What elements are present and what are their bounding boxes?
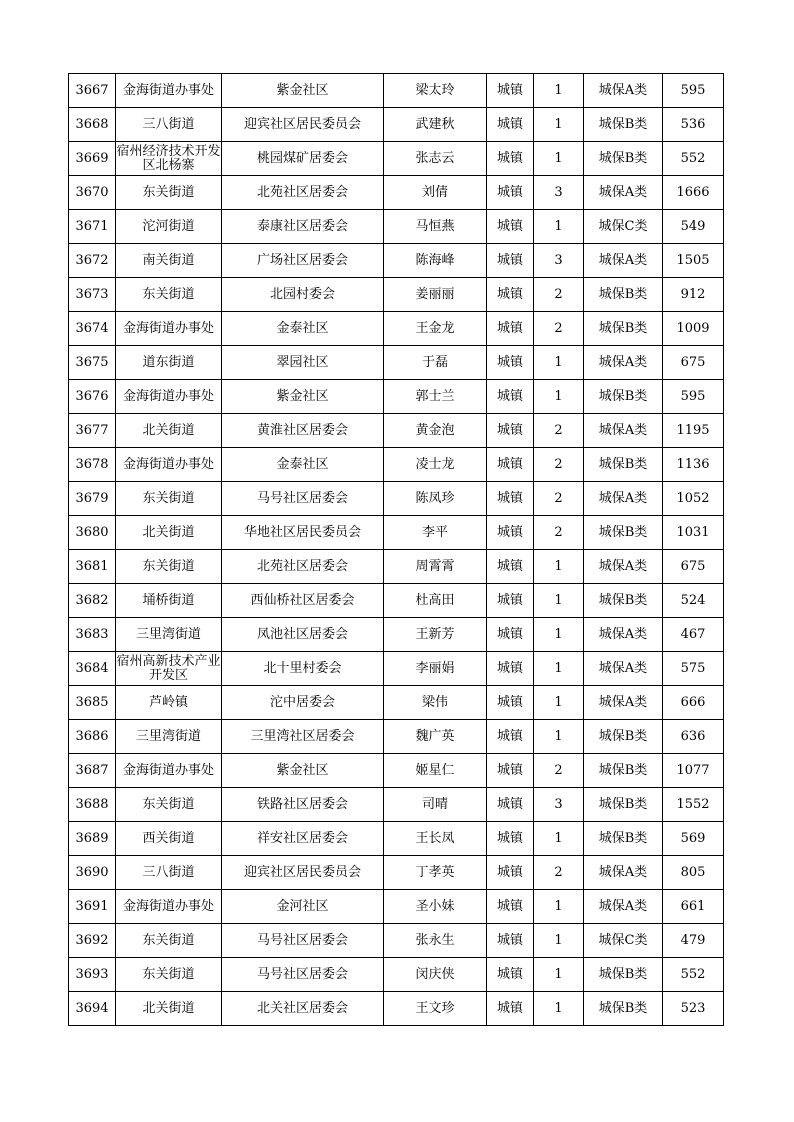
table-row bbox=[69, 176, 724, 210]
insurance-category-cell: 城保A类 bbox=[584, 856, 663, 890]
person-name-cell: 李丽娟 bbox=[384, 652, 487, 686]
street-name-cell: 东关街道 bbox=[116, 788, 222, 822]
person-name-cell: 武建秋 bbox=[384, 108, 487, 142]
amount-cell: 1136 bbox=[663, 448, 724, 482]
table-row bbox=[69, 686, 724, 720]
community-name-cell: 金河社区 bbox=[222, 890, 384, 924]
row-number-cell: 3688 bbox=[69, 788, 116, 822]
row-number-cell: 3671 bbox=[69, 210, 116, 244]
person-name-cell: 张志云 bbox=[384, 142, 487, 176]
insurance-category-cell: 城保B类 bbox=[584, 380, 663, 414]
table-row bbox=[69, 380, 724, 414]
area-type-cell: 城镇 bbox=[487, 176, 534, 210]
table-row bbox=[69, 278, 724, 312]
row-number-cell: 3683 bbox=[69, 618, 116, 652]
household-count-cell: 1 bbox=[534, 720, 584, 754]
community-name-cell: 紫金社区 bbox=[222, 74, 384, 108]
insurance-category-cell: 城保A类 bbox=[584, 482, 663, 516]
community-name-cell: 桃园煤矿居委会 bbox=[222, 142, 384, 176]
amount-cell: 1052 bbox=[663, 482, 724, 516]
street-name-cell: 埇桥街道 bbox=[116, 584, 222, 618]
person-name-cell: 李平 bbox=[384, 516, 487, 550]
table-row bbox=[69, 312, 724, 346]
household-count-cell: 2 bbox=[534, 278, 584, 312]
street-name-cell: 三里湾街道 bbox=[116, 720, 222, 754]
street-name-cell: 金海街道办事处 bbox=[116, 448, 222, 482]
insurance-category-cell: 城保B类 bbox=[584, 108, 663, 142]
table-row bbox=[69, 856, 724, 890]
area-type-cell: 城镇 bbox=[487, 754, 534, 788]
amount-cell: 912 bbox=[663, 278, 724, 312]
household-count-cell: 2 bbox=[534, 754, 584, 788]
insurance-category-cell: 城保A类 bbox=[584, 176, 663, 210]
household-count-cell: 2 bbox=[534, 482, 584, 516]
row-number-cell: 3667 bbox=[69, 74, 116, 108]
area-type-cell: 城镇 bbox=[487, 890, 534, 924]
street-name-cell: 东关街道 bbox=[116, 550, 222, 584]
amount-cell: 805 bbox=[663, 856, 724, 890]
row-number-cell: 3681 bbox=[69, 550, 116, 584]
row-number-cell: 3694 bbox=[69, 992, 116, 1026]
insurance-category-cell: 城保B类 bbox=[584, 278, 663, 312]
person-name-cell: 司晴 bbox=[384, 788, 487, 822]
person-name-cell: 王文珍 bbox=[384, 992, 487, 1026]
insurance-category-cell: 城保A类 bbox=[584, 890, 663, 924]
amount-cell: 479 bbox=[663, 924, 724, 958]
street-name-cell: 金海街道办事处 bbox=[116, 312, 222, 346]
community-name-cell: 广场社区居委会 bbox=[222, 244, 384, 278]
area-type-cell: 城镇 bbox=[487, 346, 534, 380]
amount-cell: 1505 bbox=[663, 244, 724, 278]
table-row bbox=[69, 142, 724, 176]
area-type-cell: 城镇 bbox=[487, 210, 534, 244]
table-row bbox=[69, 822, 724, 856]
community-name-cell: 金泰社区 bbox=[222, 312, 384, 346]
person-name-cell: 魏广英 bbox=[384, 720, 487, 754]
household-count-cell: 3 bbox=[534, 176, 584, 210]
person-name-cell: 王长凤 bbox=[384, 822, 487, 856]
insurance-category-cell: 城保B类 bbox=[584, 992, 663, 1026]
person-name-cell: 王新芳 bbox=[384, 618, 487, 652]
household-count-cell: 2 bbox=[534, 448, 584, 482]
row-number-cell: 3673 bbox=[69, 278, 116, 312]
table-body bbox=[69, 74, 724, 1026]
household-count-cell: 1 bbox=[534, 346, 584, 380]
person-name-cell: 于磊 bbox=[384, 346, 487, 380]
amount-cell: 675 bbox=[663, 346, 724, 380]
street-name-cell: 北关街道 bbox=[116, 414, 222, 448]
street-name-cell: 东关街道 bbox=[116, 278, 222, 312]
community-name-cell: 马号社区居委会 bbox=[222, 482, 384, 516]
community-name-cell: 西仙桥社区居委会 bbox=[222, 584, 384, 618]
insurance-category-cell: 城保A类 bbox=[584, 550, 663, 584]
community-name-cell: 铁路社区居委会 bbox=[222, 788, 384, 822]
row-number-cell: 3680 bbox=[69, 516, 116, 550]
amount-cell: 1666 bbox=[663, 176, 724, 210]
community-name-cell: 黄淮社区居委会 bbox=[222, 414, 384, 448]
amount-cell: 1077 bbox=[663, 754, 724, 788]
community-name-cell: 三里湾社区居委会 bbox=[222, 720, 384, 754]
table-row bbox=[69, 550, 724, 584]
community-name-cell: 迎宾社区居民委员会 bbox=[222, 856, 384, 890]
household-count-cell: 1 bbox=[534, 924, 584, 958]
community-name-cell: 凤池社区居委会 bbox=[222, 618, 384, 652]
row-number-cell: 3685 bbox=[69, 686, 116, 720]
person-name-cell: 姜丽丽 bbox=[384, 278, 487, 312]
amount-cell: 569 bbox=[663, 822, 724, 856]
community-name-cell: 马号社区居委会 bbox=[222, 924, 384, 958]
community-name-cell: 翠园社区 bbox=[222, 346, 384, 380]
person-name-cell: 梁太玲 bbox=[384, 74, 487, 108]
row-number-cell: 3691 bbox=[69, 890, 116, 924]
person-name-cell: 陈海峰 bbox=[384, 244, 487, 278]
area-type-cell: 城镇 bbox=[487, 278, 534, 312]
household-count-cell: 1 bbox=[534, 142, 584, 176]
community-name-cell: 华地社区居民委员会 bbox=[222, 516, 384, 550]
street-name-cell: 东关街道 bbox=[116, 176, 222, 210]
amount-cell: 666 bbox=[663, 686, 724, 720]
area-type-cell: 城镇 bbox=[487, 924, 534, 958]
row-number-cell: 3689 bbox=[69, 822, 116, 856]
person-name-cell: 凌士龙 bbox=[384, 448, 487, 482]
street-name-cell: 北关街道 bbox=[116, 516, 222, 550]
row-number-cell: 3690 bbox=[69, 856, 116, 890]
community-name-cell: 迎宾社区居民委员会 bbox=[222, 108, 384, 142]
street-name-cell: 宿州经济技术开发区北杨寨 bbox=[116, 142, 222, 176]
insurance-category-cell: 城保B类 bbox=[584, 788, 663, 822]
table-row bbox=[69, 890, 724, 924]
row-number-cell: 3692 bbox=[69, 924, 116, 958]
amount-cell: 524 bbox=[663, 584, 724, 618]
street-name-cell: 东关街道 bbox=[116, 924, 222, 958]
insurance-category-cell: 城保A类 bbox=[584, 686, 663, 720]
table-row bbox=[69, 448, 724, 482]
table-row bbox=[69, 584, 724, 618]
community-name-cell: 金泰社区 bbox=[222, 448, 384, 482]
data-table bbox=[68, 73, 724, 1026]
row-number-cell: 3668 bbox=[69, 108, 116, 142]
street-name-cell: 宿州高新技术产业开发区 bbox=[116, 652, 222, 686]
area-type-cell: 城镇 bbox=[487, 516, 534, 550]
amount-cell: 1031 bbox=[663, 516, 724, 550]
area-type-cell: 城镇 bbox=[487, 958, 534, 992]
insurance-category-cell: 城保A类 bbox=[584, 618, 663, 652]
row-number-cell: 3679 bbox=[69, 482, 116, 516]
insurance-category-cell: 城保A类 bbox=[584, 74, 663, 108]
street-name-cell: 南关街道 bbox=[116, 244, 222, 278]
person-name-cell: 刘倩 bbox=[384, 176, 487, 210]
table-row bbox=[69, 992, 724, 1026]
household-count-cell: 1 bbox=[534, 890, 584, 924]
community-name-cell: 马号社区居委会 bbox=[222, 958, 384, 992]
amount-cell: 1552 bbox=[663, 788, 724, 822]
community-name-cell: 北关社区居委会 bbox=[222, 992, 384, 1026]
row-number-cell: 3675 bbox=[69, 346, 116, 380]
community-name-cell: 北苑社区居委会 bbox=[222, 176, 384, 210]
table-row bbox=[69, 924, 724, 958]
person-name-cell: 丁孝英 bbox=[384, 856, 487, 890]
table-row bbox=[69, 414, 724, 448]
area-type-cell: 城镇 bbox=[487, 244, 534, 278]
amount-cell: 1009 bbox=[663, 312, 724, 346]
person-name-cell: 郭士兰 bbox=[384, 380, 487, 414]
street-name-cell: 三八街道 bbox=[116, 108, 222, 142]
row-number-cell: 3676 bbox=[69, 380, 116, 414]
insurance-category-cell: 城保B类 bbox=[584, 958, 663, 992]
row-number-cell: 3670 bbox=[69, 176, 116, 210]
area-type-cell: 城镇 bbox=[487, 108, 534, 142]
household-count-cell: 1 bbox=[534, 380, 584, 414]
insurance-category-cell: 城保B类 bbox=[584, 754, 663, 788]
area-type-cell: 城镇 bbox=[487, 618, 534, 652]
community-name-cell: 泰康社区居委会 bbox=[222, 210, 384, 244]
insurance-category-cell: 城保B类 bbox=[584, 448, 663, 482]
insurance-category-cell: 城保B类 bbox=[584, 822, 663, 856]
row-number-cell: 3684 bbox=[69, 652, 116, 686]
person-name-cell: 马恒燕 bbox=[384, 210, 487, 244]
table-row bbox=[69, 482, 724, 516]
area-type-cell: 城镇 bbox=[487, 550, 534, 584]
table-row bbox=[69, 74, 724, 108]
amount-cell: 536 bbox=[663, 108, 724, 142]
street-name-cell: 芦岭镇 bbox=[116, 686, 222, 720]
table-row bbox=[69, 108, 724, 142]
table-row bbox=[69, 210, 724, 244]
community-name-cell: 北园村委会 bbox=[222, 278, 384, 312]
street-name-cell: 东关街道 bbox=[116, 958, 222, 992]
area-type-cell: 城镇 bbox=[487, 788, 534, 822]
row-number-cell: 3686 bbox=[69, 720, 116, 754]
street-name-cell: 北关街道 bbox=[116, 992, 222, 1026]
area-type-cell: 城镇 bbox=[487, 448, 534, 482]
street-name-cell: 金海街道办事处 bbox=[116, 380, 222, 414]
row-number-cell: 3674 bbox=[69, 312, 116, 346]
area-type-cell: 城镇 bbox=[487, 652, 534, 686]
area-type-cell: 城镇 bbox=[487, 720, 534, 754]
insurance-category-cell: 城保B类 bbox=[584, 142, 663, 176]
household-count-cell: 1 bbox=[534, 210, 584, 244]
amount-cell: 1195 bbox=[663, 414, 724, 448]
person-name-cell: 梁伟 bbox=[384, 686, 487, 720]
area-type-cell: 城镇 bbox=[487, 856, 534, 890]
table-row bbox=[69, 958, 724, 992]
area-type-cell: 城镇 bbox=[487, 482, 534, 516]
area-type-cell: 城镇 bbox=[487, 380, 534, 414]
area-type-cell: 城镇 bbox=[487, 414, 534, 448]
area-type-cell: 城镇 bbox=[487, 142, 534, 176]
table-row bbox=[69, 788, 724, 822]
insurance-category-cell: 城保C类 bbox=[584, 924, 663, 958]
household-count-cell: 2 bbox=[534, 312, 584, 346]
area-type-cell: 城镇 bbox=[487, 312, 534, 346]
community-name-cell: 北十里村委会 bbox=[222, 652, 384, 686]
insurance-category-cell: 城保A类 bbox=[584, 346, 663, 380]
row-number-cell: 3682 bbox=[69, 584, 116, 618]
amount-cell: 595 bbox=[663, 74, 724, 108]
street-name-cell: 金海街道办事处 bbox=[116, 890, 222, 924]
area-type-cell: 城镇 bbox=[487, 74, 534, 108]
area-type-cell: 城镇 bbox=[487, 822, 534, 856]
amount-cell: 595 bbox=[663, 380, 724, 414]
amount-cell: 552 bbox=[663, 958, 724, 992]
person-name-cell: 王金龙 bbox=[384, 312, 487, 346]
community-name-cell: 紫金社区 bbox=[222, 754, 384, 788]
area-type-cell: 城镇 bbox=[487, 584, 534, 618]
insurance-category-cell: 城保B类 bbox=[584, 720, 663, 754]
insurance-category-cell: 城保A类 bbox=[584, 414, 663, 448]
amount-cell: 523 bbox=[663, 992, 724, 1026]
amount-cell: 552 bbox=[663, 142, 724, 176]
table-row bbox=[69, 516, 724, 550]
household-count-cell: 2 bbox=[534, 856, 584, 890]
street-name-cell: 金海街道办事处 bbox=[116, 74, 222, 108]
amount-cell: 467 bbox=[663, 618, 724, 652]
community-name-cell: 沱中居委会 bbox=[222, 686, 384, 720]
amount-cell: 549 bbox=[663, 210, 724, 244]
person-name-cell: 张永生 bbox=[384, 924, 487, 958]
street-name-cell: 三里湾街道 bbox=[116, 618, 222, 652]
person-name-cell: 闵庆侠 bbox=[384, 958, 487, 992]
person-name-cell: 黄金泡 bbox=[384, 414, 487, 448]
street-name-cell: 沱河街道 bbox=[116, 210, 222, 244]
household-count-cell: 1 bbox=[534, 822, 584, 856]
household-count-cell: 1 bbox=[534, 618, 584, 652]
street-name-cell: 三八街道 bbox=[116, 856, 222, 890]
household-count-cell: 3 bbox=[534, 244, 584, 278]
household-count-cell: 3 bbox=[534, 788, 584, 822]
household-count-cell: 1 bbox=[534, 686, 584, 720]
table-row bbox=[69, 652, 724, 686]
insurance-category-cell: 城保B类 bbox=[584, 312, 663, 346]
person-name-cell: 周霄霄 bbox=[384, 550, 487, 584]
community-name-cell: 紫金社区 bbox=[222, 380, 384, 414]
person-name-cell: 姬星仁 bbox=[384, 754, 487, 788]
row-number-cell: 3693 bbox=[69, 958, 116, 992]
amount-cell: 636 bbox=[663, 720, 724, 754]
household-count-cell: 1 bbox=[534, 550, 584, 584]
table-row bbox=[69, 346, 724, 380]
amount-cell: 661 bbox=[663, 890, 724, 924]
street-name-cell: 西关街道 bbox=[116, 822, 222, 856]
person-name-cell: 陈凤珍 bbox=[384, 482, 487, 516]
street-name-cell: 道东街道 bbox=[116, 346, 222, 380]
household-count-cell: 1 bbox=[534, 74, 584, 108]
street-name-cell: 金海街道办事处 bbox=[116, 754, 222, 788]
table-row bbox=[69, 618, 724, 652]
household-count-cell: 1 bbox=[534, 584, 584, 618]
household-count-cell: 1 bbox=[534, 652, 584, 686]
row-number-cell: 3669 bbox=[69, 142, 116, 176]
person-name-cell: 圣小妹 bbox=[384, 890, 487, 924]
row-number-cell: 3678 bbox=[69, 448, 116, 482]
row-number-cell: 3677 bbox=[69, 414, 116, 448]
amount-cell: 575 bbox=[663, 652, 724, 686]
row-number-cell: 3687 bbox=[69, 754, 116, 788]
household-count-cell: 2 bbox=[534, 414, 584, 448]
household-count-cell: 1 bbox=[534, 108, 584, 142]
table-row bbox=[69, 754, 724, 788]
household-count-cell: 1 bbox=[534, 958, 584, 992]
table-row bbox=[69, 244, 724, 278]
area-type-cell: 城镇 bbox=[487, 992, 534, 1026]
amount-cell: 675 bbox=[663, 550, 724, 584]
insurance-category-cell: 城保B类 bbox=[584, 516, 663, 550]
insurance-category-cell: 城保B类 bbox=[584, 584, 663, 618]
row-number-cell: 3672 bbox=[69, 244, 116, 278]
household-count-cell: 2 bbox=[534, 516, 584, 550]
insurance-category-cell: 城保A类 bbox=[584, 244, 663, 278]
insurance-category-cell: 城保C类 bbox=[584, 210, 663, 244]
community-name-cell: 北苑社区居委会 bbox=[222, 550, 384, 584]
person-name-cell: 杜高田 bbox=[384, 584, 487, 618]
household-count-cell: 1 bbox=[534, 992, 584, 1026]
street-name-cell: 东关街道 bbox=[116, 482, 222, 516]
insurance-category-cell: 城保A类 bbox=[584, 652, 663, 686]
area-type-cell: 城镇 bbox=[487, 686, 534, 720]
community-name-cell: 祥安社区居委会 bbox=[222, 822, 384, 856]
table-row bbox=[69, 720, 724, 754]
